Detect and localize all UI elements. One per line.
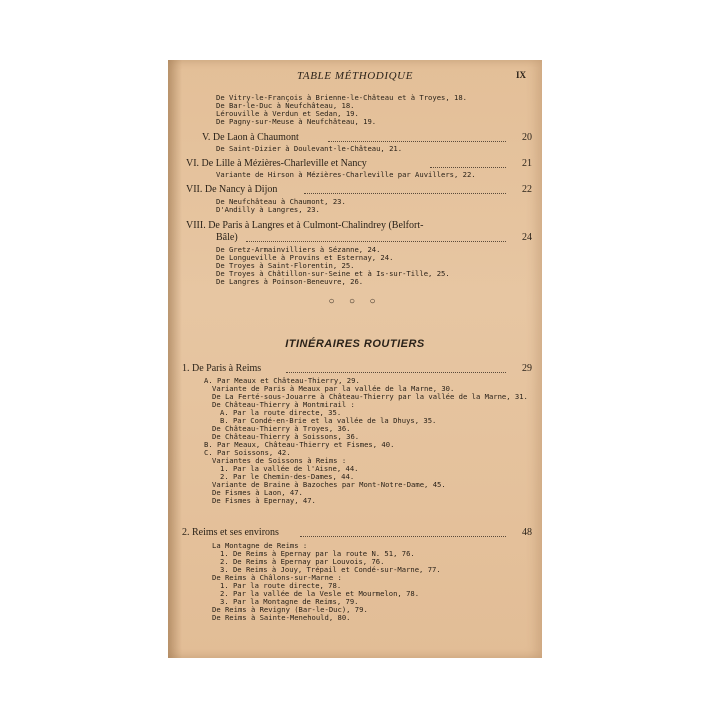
toc-line: 1. Par la route directe, 78.: [220, 581, 342, 590]
section-page: 20: [522, 132, 532, 143]
section-page: 24: [522, 232, 532, 243]
subsection-title: ITINÉRAIRES ROUTIERS: [285, 338, 425, 350]
toc-line: Variante de Hirson à Mézières-Charleville par Auvillers, 22.: [216, 170, 476, 179]
toc-line: C. Par Soissons, 42.: [204, 448, 291, 457]
leader-dots: [300, 536, 506, 537]
leader-dots: [430, 167, 506, 168]
toc-line: 1. Par la vallée de l'Aisne, 44.: [220, 464, 359, 473]
route-page: 29: [522, 363, 532, 374]
toc-line: A. Par Meaux et Château-Thierry, 29.: [204, 376, 360, 385]
toc-line: 2. Par la vallée de la Vesle et Mourmelon, 78.: [220, 589, 420, 598]
toc-line: Lérouville à Verdun et Sedan, 19.: [216, 109, 359, 118]
toc-line: De Longueville à Provins et Esternay, 24.: [216, 253, 394, 262]
toc-line: De Fismes à Laon, 47.: [212, 488, 303, 497]
route-title: 2. Reims et ses environs: [182, 527, 279, 538]
toc-line: 3. De Reims à Jouy, Trépail et Condé-sur-Marne, 77.: [220, 565, 441, 574]
toc-line: Variante de Braine à Bazoches par Mont-Notre-Dame, 45.: [212, 480, 446, 489]
section-page: 22: [522, 184, 532, 195]
header-page-number: IX: [515, 70, 526, 80]
toc-line: De Troyes à Châtillon-sur-Seine et à Is-sur-Tille, 25.: [216, 269, 450, 278]
toc-line: De Reims à Sainte-Menehould, 80.: [212, 613, 351, 622]
route-page: 48: [522, 527, 532, 538]
leader-dots: [286, 372, 506, 373]
leader-dots: [304, 193, 506, 194]
toc-line: De Gretz-Armainvilliers à Sézanne, 24.: [216, 245, 381, 254]
toc-line: B. Par Condé-en-Brie et la vallée de la Dhuys, 35.: [220, 416, 437, 425]
toc-line: B. Par Meaux, Château-Thierry et Fismes, 40.: [204, 440, 395, 449]
toc-line: De Château-Thierry à Soissons, 36.: [212, 432, 360, 441]
toc-line: La Montagne de Reims :: [212, 541, 308, 550]
section-title: VIII. De Paris à Langres et à Culmont-Chalindrey (Belfort-: [186, 220, 424, 231]
toc-line: D'Andilly à Langres, 23.: [216, 205, 320, 214]
section-title-cont: Bâle): [216, 232, 238, 243]
toc-line: De Pagny-sur-Meuse à Neufchâteau, 19.: [216, 117, 377, 126]
toc-line: A. Par la route directe, 35.: [220, 408, 342, 417]
leader-dots: [246, 241, 506, 242]
header-title: TABLE MÉTHODIQUE: [296, 70, 414, 82]
toc-line: 2. De Reims à Epernay par Louvois, 76.: [220, 557, 385, 566]
section-page: 21: [522, 158, 532, 169]
toc-line: De Troyes à Saint-Florentin, 25.: [216, 261, 355, 270]
toc-line: De Fismes à Epernay, 47.: [212, 496, 316, 505]
toc-line: De La Ferté-sous-Jouarre à Château-Thierry par la vallée de la Marne, 31.: [212, 392, 528, 401]
route-title: 1. De Paris à Reims: [182, 363, 262, 374]
toc-line: De Vitry-le-François à Brienne-le-Château et à Troyes, 18.: [216, 93, 467, 102]
ornament-separator: ○ ○ ○: [328, 296, 382, 307]
toc-line: De Saint-Dizier à Doulevant-le-Château, 21.: [216, 144, 403, 153]
toc-line: Variante de Paris à Meaux par la vallée de la Marne, 30.: [212, 384, 455, 393]
toc-line: 1. De Reims à Epernay par la route N. 51, 76.: [220, 549, 415, 558]
leader-dots: [328, 141, 506, 142]
section-title: VII. De Nancy à Dijon: [186, 184, 278, 195]
page-gutter-shadow: [168, 60, 182, 658]
running-header: [168, 70, 542, 86]
toc-line: Variantes de Soissons à Reims :: [212, 456, 347, 465]
toc-line: De Neufchâteau à Chaumont, 23.: [216, 197, 346, 206]
toc-line: De Reims à Châlons-sur-Marne :: [212, 573, 342, 582]
toc-line: De Château-Thierry à Troyes, 36.: [212, 424, 351, 433]
toc-line: De Langres à Poinson-Beneuvre, 26.: [216, 277, 364, 286]
toc-line: De Reims à Revigny (Bar-le-Duc), 79.: [212, 605, 368, 614]
section-title: VI. De Lille à Mézières-Charleville et Nancy: [186, 158, 367, 169]
toc-line: 3. Par la Montagne de Reims, 79.: [220, 597, 359, 606]
toc-line: De Bar-le-Duc à Neufchâteau, 18.: [216, 101, 355, 110]
toc-line: De Château-Thierry à Montmirail :: [212, 400, 355, 409]
toc-line: 2. Par le Chemin-des-Dames, 44.: [220, 472, 355, 481]
book-page: [168, 60, 542, 658]
section-title: V. De Laon à Chaumont: [202, 132, 299, 143]
